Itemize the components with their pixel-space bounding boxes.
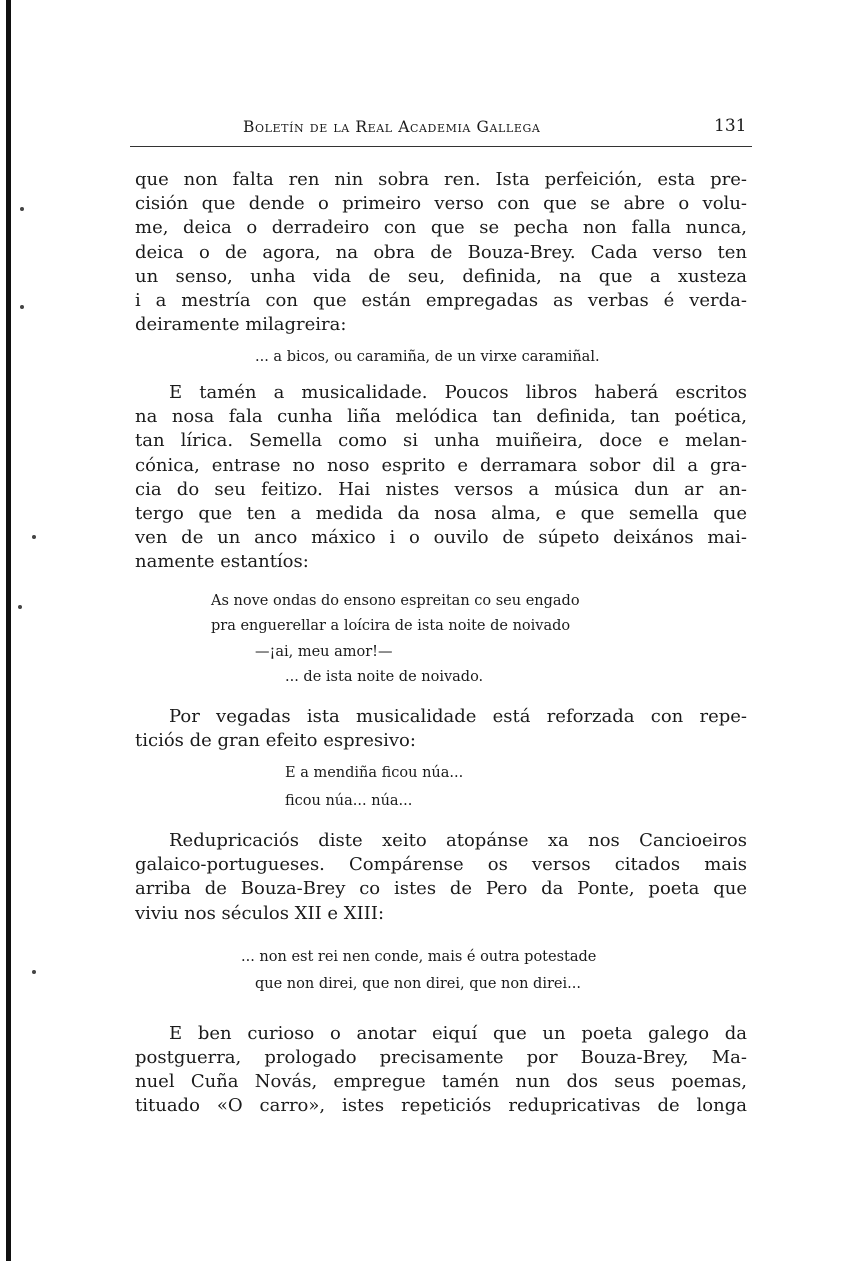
margin-mark [20,305,24,309]
verse-quote-4 [135,944,747,998]
text-line: me, deica o derradeiro con que se pecha non falla nunca, [135,217,747,239]
verse-line: que non direi, que non direi, que non direi... [255,975,581,992]
text-line: deica o de agora, na obra de Bouza-Brey. Cada verso ten [135,241,747,263]
text-line: nuel Cuña Novás, empregue tamén nun dos seus poemas, [135,1071,747,1093]
verse-line: pra enguerellar a loícira de ista noite de noivado [211,618,571,635]
text-line: deiramente milagreira: [135,314,347,336]
verse-line: ... de ista noite de noivado. [285,669,484,686]
text-line: cónica, entrase no noso esprito e derramara sobor dil a gra- [135,454,747,476]
text-line: cisión que dende o primeiro verso con que se abre o volu- [135,193,747,215]
verse-quote-2 [135,589,747,691]
text-line: E tamén a musicalidade. Poucos libros haberá escritos [169,381,747,403]
text-line: postguerra, prologado precisamente por Bouza-Brey, Ma- [135,1046,747,1068]
margin-mark [18,605,22,609]
verse-line: As nove ondas do ensono espreitan co seu engado [211,592,580,609]
text-line: E ben curioso o anotar eiquí que un poeta galego da [169,1022,747,1044]
page-body [135,168,747,1119]
text-line: tituado «O carro», istes repeticiós redupricativas de longa [135,1095,747,1117]
text-line: ven de un anco máxico i o ouvilo de súpeto deixános mai- [135,527,747,549]
verse-line: ficou núa... núa... [285,792,413,809]
verse-line: ... a bicos, ou caramiña, de un virxe caramiñal. [255,349,600,366]
paragraph-5 [135,1022,747,1119]
paragraph-1 [135,168,747,337]
text-line: un senso, unha vida de seu, definida, na que a xusteza [135,265,747,287]
text-line: Por vegadas ista musicalidade está reforzada con repe- [169,705,747,727]
text-line: tan lírica. Semella como si unha muiñeira, doce e melan- [135,430,747,452]
text-line: tergo que ten a medida da nosa alma, e que semella que [135,502,747,524]
verse-line: ... non est rei nen conde, mais é outra potestade [241,948,597,965]
paragraph-2 [135,381,747,575]
paragraph-4 [135,829,747,926]
text-line: cia do seu feitizo. Hai nistes versos a música dun ar an- [135,478,747,500]
text-line: namente estantíos: [135,551,309,573]
text-line: i a mestría con que están empregadas as verbas é verda- [135,290,747,312]
verse-quote-3 [135,759,747,815]
text-line: que non falta ren nin sobra ren. Ista perfeición, esta pre- [135,169,747,190]
text-line: galaico-portugueses. Compárense os versos citados mais [135,854,747,876]
verse-line: E a mendiña ficou núa... [285,764,464,781]
text-line: viviu nos séculos XII e XIII: [135,902,385,924]
text-line: ticiós de gran efeito espresivo: [135,729,416,751]
page-binding-edge [6,0,11,1261]
margin-mark [20,207,24,211]
margin-mark [32,535,36,539]
paragraph-3 [135,705,747,753]
margin-mark [32,970,36,974]
running-title: Boletín de la Real Academia Gallega [243,118,541,136]
verse-line: —¡ai, meu amor!— [255,643,393,660]
header-rule [130,146,752,147]
page-number: 131 [714,116,747,136]
verse-quote-1 [135,345,747,371]
text-line: na nosa fala cunha liña melódica tan definida, tan poética, [135,406,747,428]
text-line: Redupricaciós diste xeito atopánse xa nos Cancioeiros [169,829,747,851]
text-line: arriba de Bouza-Brey co istes de Pero da Ponte, poeta que [135,878,747,900]
